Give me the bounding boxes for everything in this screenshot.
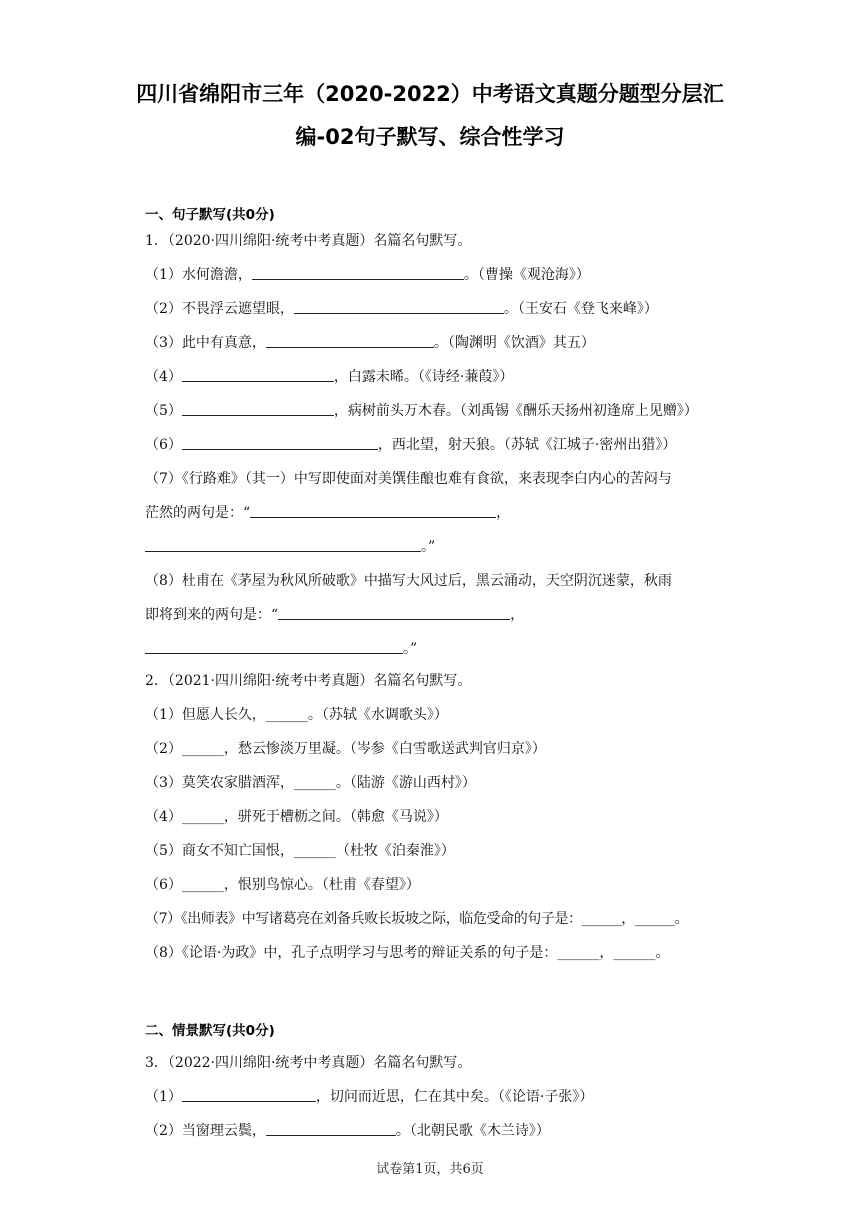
q1-item-7-line2: 茫然的两句是：“ ， <box>145 505 511 521</box>
q1-item-2: （2）不畏浮云遮望眼， 。（王安石《登飞来峰》） <box>145 301 658 317</box>
q2-item-5: （5）商女不知亡国恨，______（杜牧《泊秦淮》） <box>145 843 455 859</box>
q1-item-4: （4） ，白露未晞。（《诗经·蒹葭》） <box>145 369 514 385</box>
q2-item-8: （8）《论语·为政》中，孔子点明学习与思考的辩证关系的句子是：______，______。 <box>145 945 670 961</box>
answer-blank <box>182 401 334 416</box>
answer-blank <box>266 333 434 348</box>
q2-item-1: （1）但愿人长久，______。（苏轼《水调歌头》） <box>145 707 448 723</box>
answer-blank <box>182 367 334 382</box>
answer-blank <box>278 605 510 620</box>
answer-blank <box>294 299 504 314</box>
answer-blank <box>182 435 378 450</box>
page-footer: 试卷第1页，共6页 <box>376 1162 484 1177</box>
q1-item-5: （5） ，病树前头万木春。（刘禹锡《酬乐天扬州初逢席上见赠》） <box>145 403 698 419</box>
section-heading-1: 一、句子默写(共0分) <box>145 207 275 223</box>
doc-title-line2: 编-02句子默写、综合性学习 <box>295 125 565 149</box>
answer-blank <box>145 537 421 552</box>
answer-blank <box>145 639 403 654</box>
answer-blank <box>252 265 464 280</box>
answer-blank <box>250 503 496 518</box>
q1-item-7-line1: （7）《行路难》（其一）中写即使面对美馔佳酿也难有食欲，来表现李白内心的苦闷与 <box>145 471 672 487</box>
q1-item-8-line1: （8）杜甫在《茅屋为秋风所破歌》中描写大风过后，黑云涌动，天空阴沉迷蒙，秋雨 <box>145 573 672 589</box>
q1-item-1: （1）水何澹澹， 。（曹操《观沧海》） <box>145 267 590 283</box>
question-3-stem: 3．（2022·四川绵阳·统考中考真题）名篇名句默写。 <box>145 1055 472 1071</box>
question-2-stem: 2．（2021·四川绵阳·统考中考真题）名篇名句默写。 <box>145 673 472 689</box>
answer-blank <box>182 1087 316 1102</box>
q1-item-8-line2: 即将到来的两句是：“ ， <box>145 607 525 623</box>
q3-item-1: （1） ，切问而近思，仁在其中矣。（《论语·子张》） <box>145 1089 594 1105</box>
q2-item-4: （4）______，骈死于槽枥之间。（韩愈《马说》） <box>145 809 448 825</box>
q1-item-8-line3: 。” <box>145 639 417 659</box>
q2-item-2: （2）______，愁云惨淡万里凝。（岑参《白雪歌送武判官归京》） <box>145 741 546 757</box>
q3-item-2: （2）当窗理云鬓， 。（北朝民歌《木兰诗》） <box>145 1123 550 1139</box>
q2-item-7: （7）《出师表》中写诸葛亮在刘备兵败长坂坡之际，临危受命的句子是：______，______。 <box>145 911 689 927</box>
q1-item-6: （6） ，西北望，射天狼。（苏轼《江城子·密州出猎》） <box>145 437 677 453</box>
doc-title-line1: 四川省绵阳市三年（2020-2022）中考语文真题分题型分层汇 <box>136 82 724 106</box>
answer-blank <box>266 1121 396 1136</box>
q2-item-6: （6）______，恨别鸟惊心。（杜甫《春望》） <box>145 877 420 893</box>
section-heading-2: 二、情景默写(共0分) <box>145 1023 275 1039</box>
q2-item-3: （3）莫笑农家腊酒浑，______。（陆游《游山西村》） <box>145 775 476 791</box>
q1-item-7-line3: 。” <box>145 537 435 557</box>
q1-item-3: （3）此中有真意， 。（陶渊明《饮酒》其五） <box>145 335 595 351</box>
question-1-stem: 1．（2020·四川绵阳·统考中考真题）名篇名句默写。 <box>145 233 472 249</box>
